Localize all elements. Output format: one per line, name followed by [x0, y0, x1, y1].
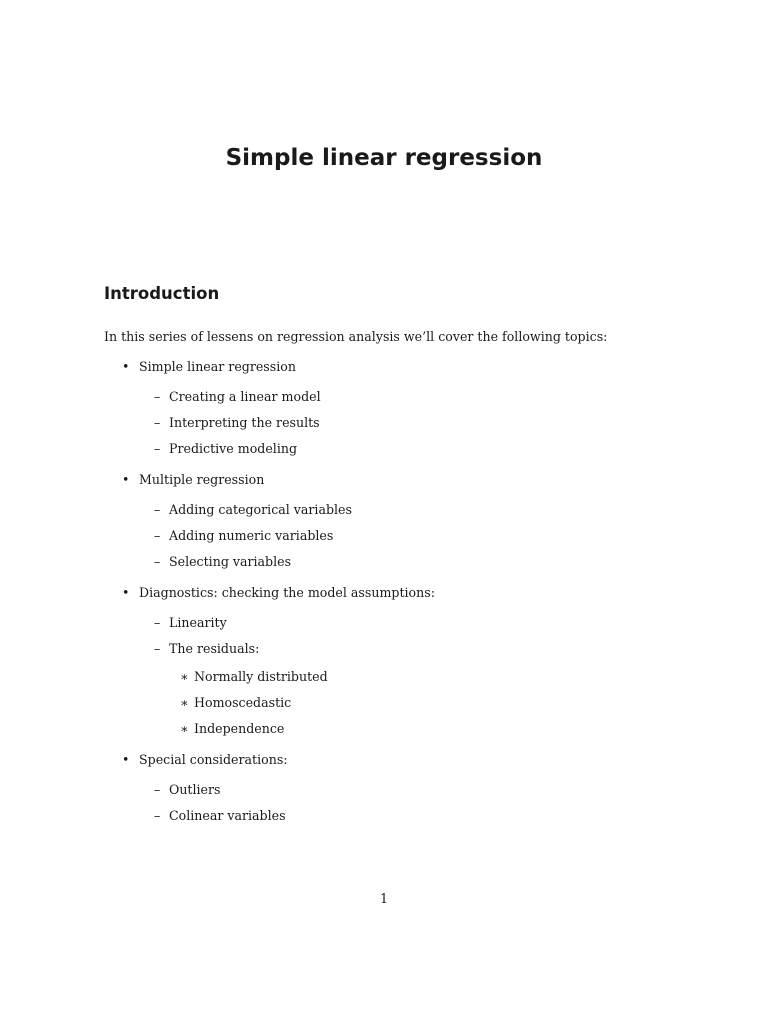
- dash-marker: –: [154, 528, 161, 543]
- subtopic-item: Creating a linear model: [169, 389, 321, 404]
- topic-item: Special considerations:: [139, 752, 288, 767]
- bullet-marker: •: [122, 752, 130, 767]
- star-marker: ∗: [180, 669, 189, 684]
- dash-marker: –: [154, 782, 161, 797]
- topic-item: Simple linear regression: [139, 359, 296, 374]
- section-heading-introduction: Introduction: [104, 284, 220, 303]
- dash-marker: –: [154, 389, 161, 404]
- dash-marker: –: [154, 415, 161, 430]
- dash-marker: –: [154, 502, 161, 517]
- subtopic-item: Colinear variables: [169, 808, 286, 823]
- subtopic-item: Adding categorical variables: [169, 502, 352, 517]
- subtopic-item: The residuals:: [169, 641, 260, 656]
- subsubtopic-item: Normally distributed: [194, 669, 328, 684]
- page-number: 1: [379, 891, 388, 906]
- topic-item: Diagnostics: checking the model assumptions:: [139, 585, 435, 600]
- bullet-marker: •: [122, 359, 130, 374]
- subsubtopic-item: Independence: [194, 721, 285, 736]
- dash-marker: –: [154, 441, 161, 456]
- dash-marker: –: [154, 808, 161, 823]
- dash-marker: –: [154, 615, 161, 630]
- page-title: Simple linear regression: [225, 145, 543, 171]
- bullet-marker: •: [122, 472, 130, 487]
- subtopic-item: Linearity: [169, 615, 227, 630]
- topic-item: Multiple regression: [139, 472, 265, 487]
- subtopic-item: Outliers: [169, 782, 221, 797]
- subtopic-item: Adding numeric variables: [169, 528, 334, 543]
- subtopic-item: Interpreting the results: [169, 415, 320, 430]
- bullet-marker: •: [122, 585, 130, 600]
- star-marker: ∗: [180, 721, 189, 736]
- subtopic-item: Selecting variables: [169, 554, 292, 569]
- star-marker: ∗: [180, 695, 189, 710]
- dash-marker: –: [154, 641, 161, 656]
- dash-marker: –: [154, 554, 161, 569]
- subsubtopic-item: Homoscedastic: [194, 695, 292, 710]
- intro-paragraph: In this series of lessens on regression analysis we’ll cover the following topics:: [104, 329, 608, 344]
- subtopic-item: Predictive modeling: [169, 441, 298, 456]
